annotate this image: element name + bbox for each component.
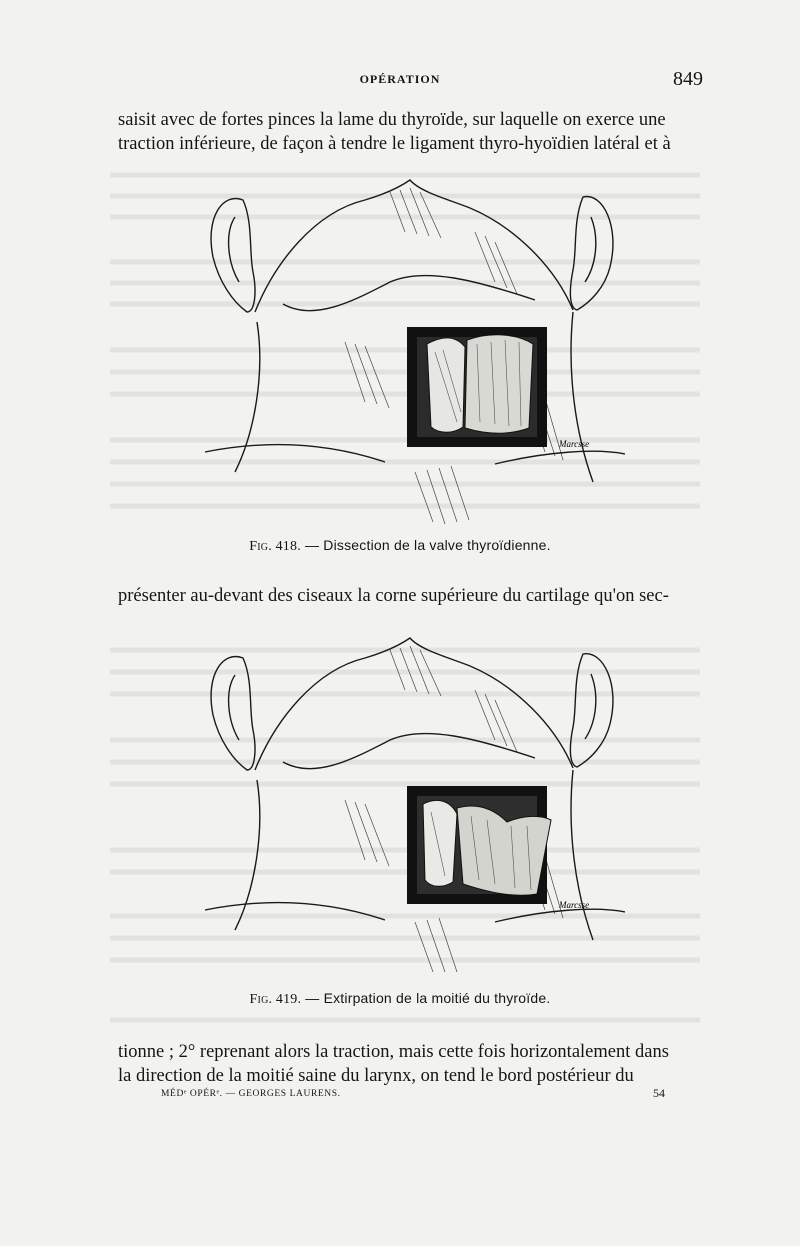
paragraph-bottom (118, 1040, 706, 1088)
caption-text: — Dissection de la valve thyroïdienne. (305, 537, 551, 553)
thyroid-extirpation-drawing (195, 626, 625, 976)
page-number: 849 (673, 68, 703, 90)
engraver-signature: Marcsse (559, 900, 590, 910)
paragraph-middle (118, 584, 706, 608)
running-header: OPÉRATION (359, 72, 441, 86)
paragraph-top (118, 108, 706, 156)
neck-dissection-drawing (195, 172, 625, 532)
signature-mark: 54 (653, 1086, 665, 1100)
figure-418-illustration (195, 172, 625, 532)
engraver-signature: Marcsse (559, 439, 590, 449)
figure-418-caption (0, 537, 800, 555)
text-line: la direction de la moitié saine du larynx, on tend le bord postérieur du (118, 1066, 634, 1086)
text-line: tionne ; 2° reprenant alors la traction, mais cette fois horizontalement dans (118, 1042, 669, 1062)
text-line: traction inférieure, de façon à tendre le ligament thyro-hyoïdien latéral et à (118, 134, 671, 154)
figure-label: Fig. 419. (249, 992, 302, 1007)
figure-419-illustration (195, 626, 625, 976)
text-line: présenter au-devant des ciseaux la corne supérieure du cartilage qu'on sec- (118, 586, 669, 606)
text-line: saisit avec de fortes pinces la lame du thyroïde, sur laquelle on exerce une (118, 110, 666, 130)
figure-419-caption (0, 990, 800, 1008)
figure-label: Fig. 418. (249, 539, 301, 554)
footer-signature-line: MÉDᵉ OPÉRᵉ. — GEORGES LAURENS. (161, 1089, 341, 1099)
caption-text: — Extirpation de la moitié du thyroïde. (305, 990, 551, 1006)
